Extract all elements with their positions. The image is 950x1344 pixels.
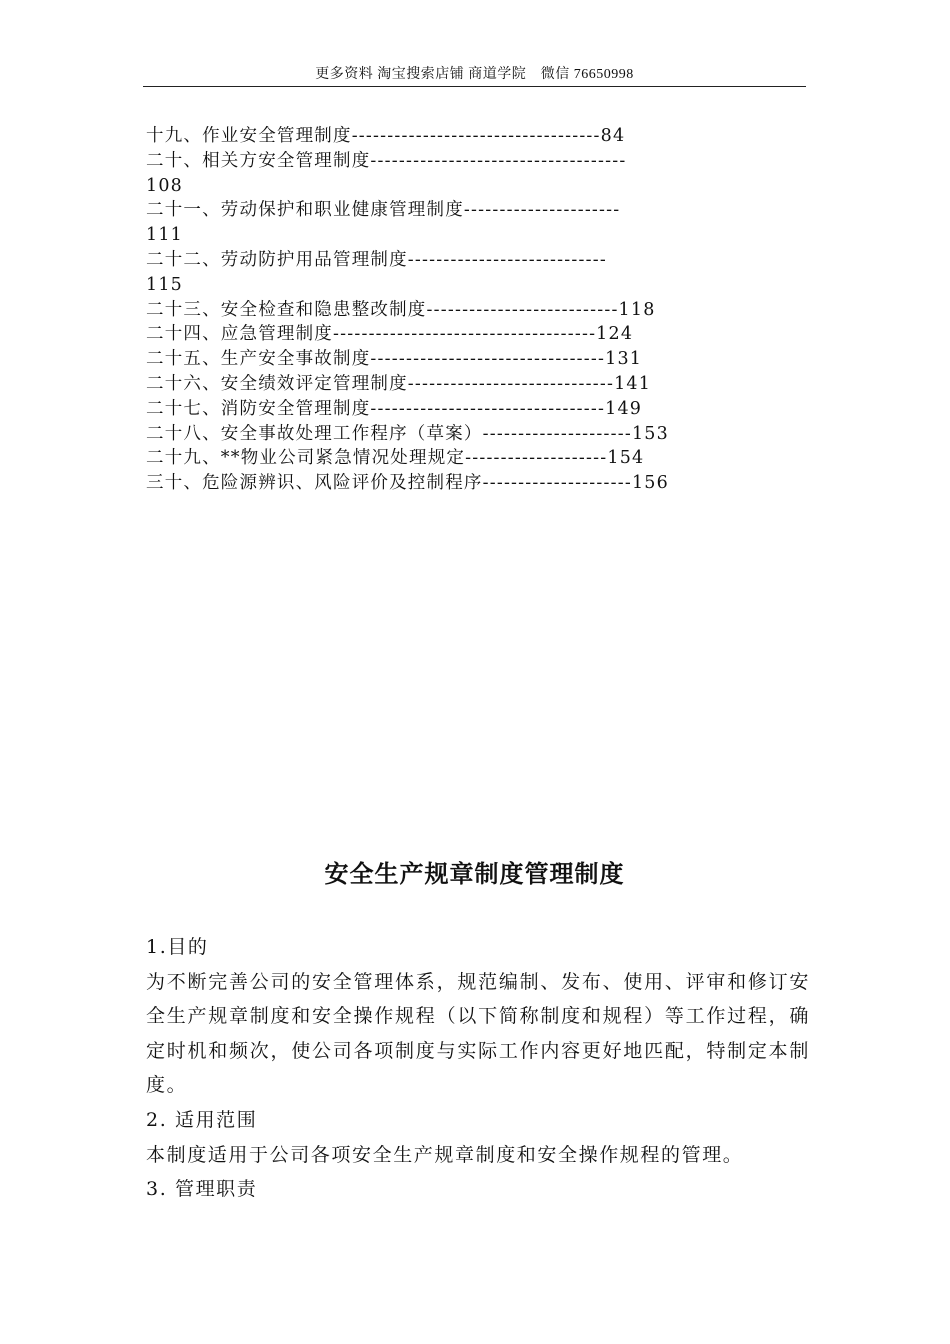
toc-entry-21: 二十一、劳动保护和职业健康管理制度----------------------	[146, 200, 621, 221]
toc-entry-22-page: 115	[146, 274, 184, 295]
toc-entry-25: 二十五、生产安全事故制度---------------------------------131	[146, 349, 643, 370]
toc-entry-20-page: 108	[146, 175, 184, 196]
toc-entry-27: 二十七、消防安全管理制度---------------------------------149	[146, 398, 643, 419]
section-3-heading: 3. 管理职责	[146, 1178, 258, 1201]
document-title: 安全生产规章制度管理制度	[324, 860, 625, 888]
toc-entry-19: 十九、作业安全管理制度-----------------------------------84	[146, 126, 626, 146]
toc-entry-28: 二十八、安全事故处理工作程序（草案）---------------------153	[146, 423, 669, 444]
section-1-heading: 1.目的	[146, 936, 209, 958]
toc-entry-29: 二十九、**物业公司紧急情况处理规定--------------------154	[146, 448, 645, 469]
toc-entry-26: 二十六、安全绩效评定管理制度-----------------------------141	[146, 373, 652, 394]
toc-entry-23: 二十三、安全检查和隐患整改制度---------------------------118	[146, 299, 656, 320]
toc-entry-30: 三十、危险源辨识、风险评价及控制程序---------------------156	[146, 473, 669, 494]
section-2-heading: 2. 适用范围	[146, 1108, 258, 1131]
toc-entry-21-page: 111	[146, 225, 184, 246]
toc-entry-24: 二十四、应急管理制度-------------------------------------124	[146, 324, 634, 345]
section-1-paragraph: 为不断完善公司的安全管理体系，规范编制、发布、使用、评审和修订安全生产规章制度和安全操作规程（以下简称制度和规程）等工作过程，确定时机和频次，使公司各项制度与实际工作内容更好地匹配，特制定本制度。	[146, 970, 810, 1097]
section-2-paragraph: 本制度适用于公司各项安全生产规章制度和安全操作规程的管理。	[146, 1143, 744, 1166]
table-of-contents	[146, 124, 806, 496]
toc-entry-20: 二十、相关方安全管理制度------------------------------------	[146, 150, 627, 171]
document-body	[146, 930, 810, 1207]
page-header: 更多资料 淘宝搜索店铺 商道学院 微信 76650998	[143, 66, 806, 87]
toc-entry-22: 二十二、劳动防护用品管理制度----------------------------	[146, 249, 607, 270]
